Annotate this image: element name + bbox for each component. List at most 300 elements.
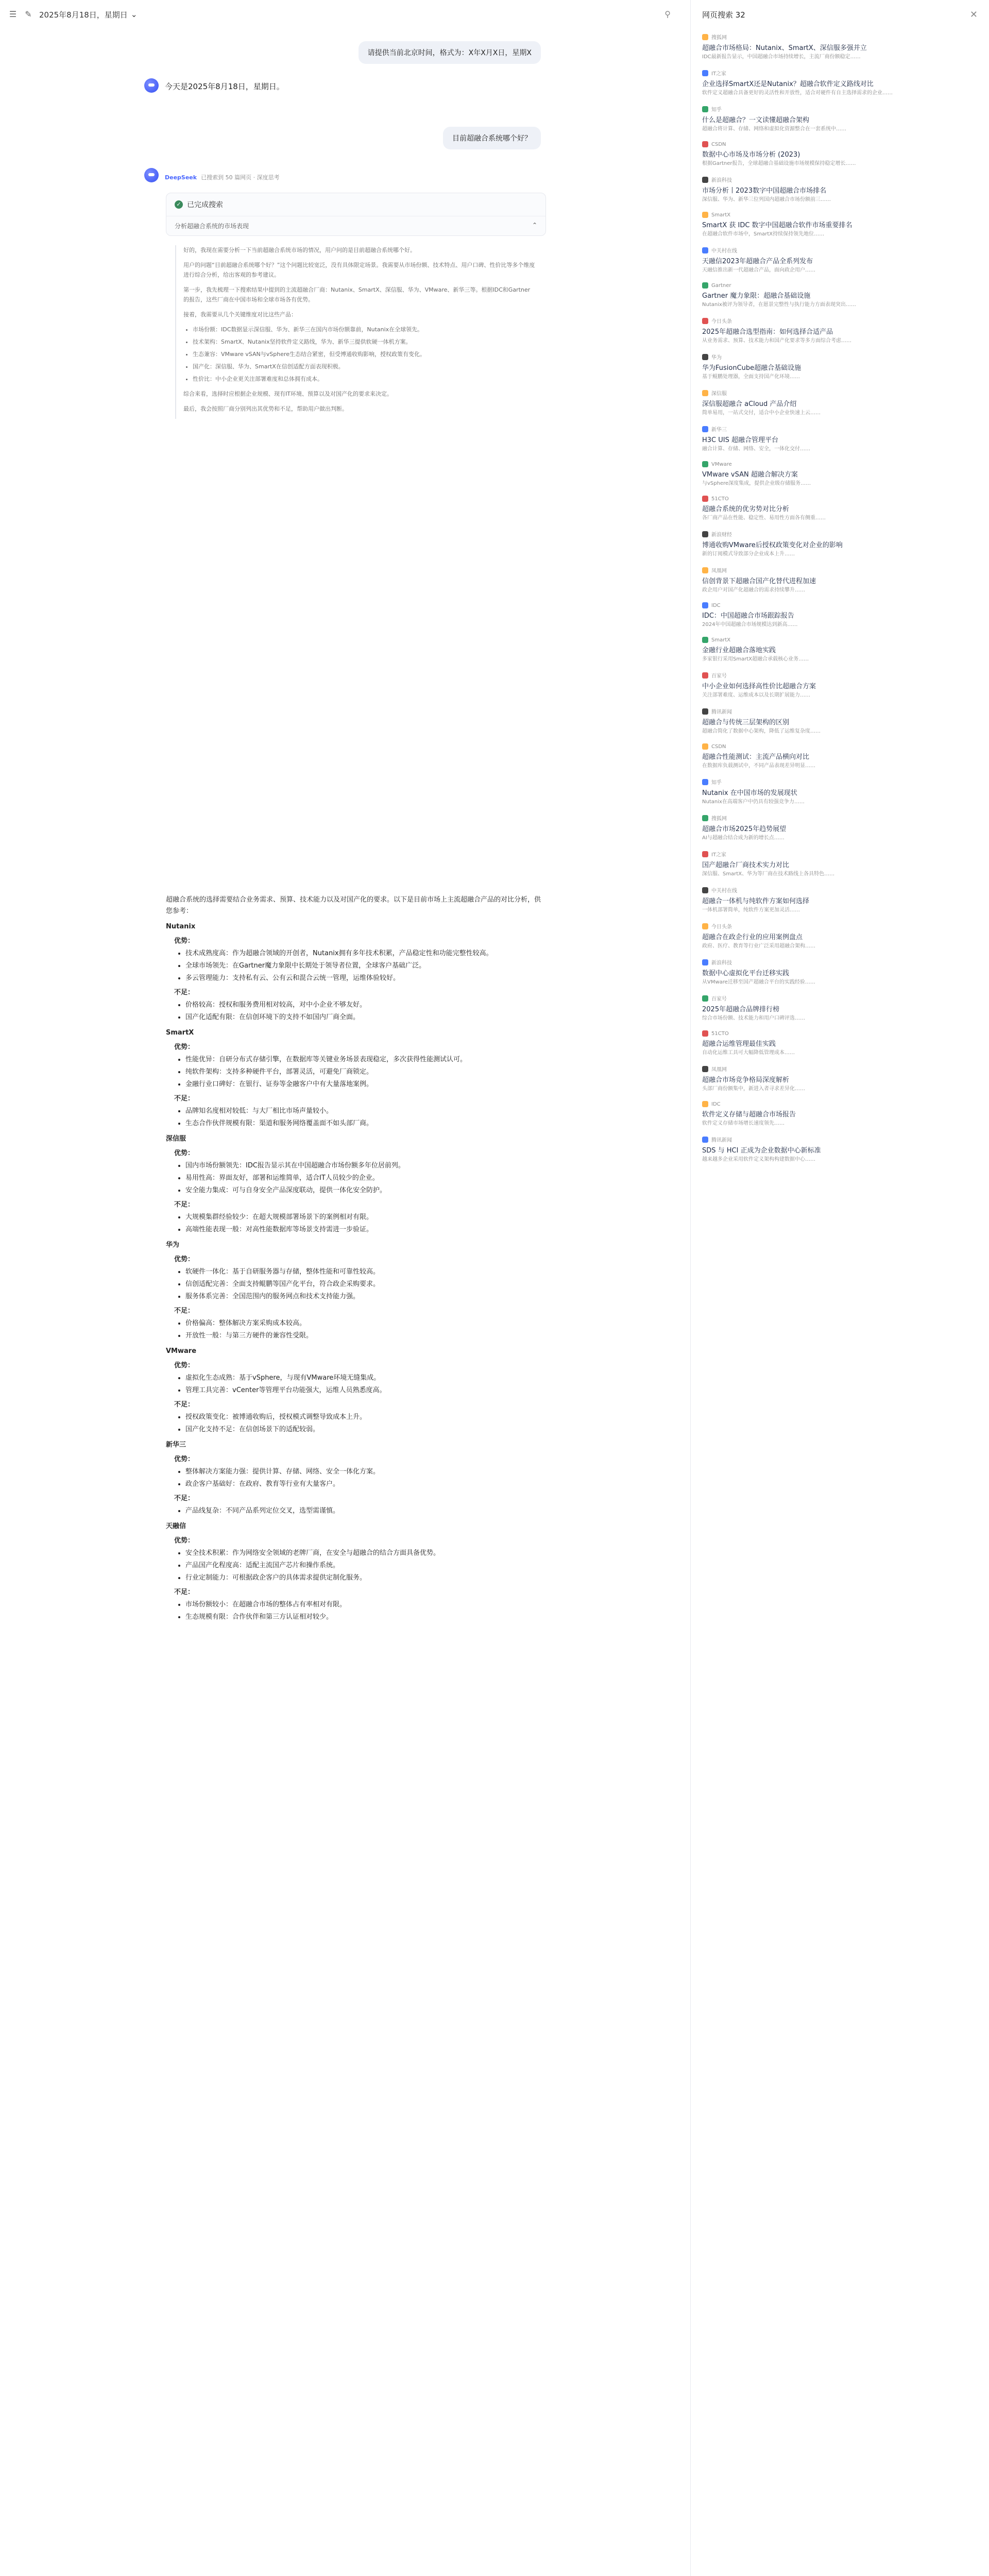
model-name: DeepSeek — [165, 174, 197, 181]
site-favicon-icon — [702, 567, 708, 573]
source-meta — [702, 176, 978, 183]
source-item[interactable] — [702, 1030, 978, 1057]
vendor-pros-section — [174, 1454, 546, 1490]
source-meta — [702, 1101, 978, 1107]
vendor-pros-list — [185, 1372, 546, 1396]
site-favicon-icon — [702, 496, 708, 502]
source-item[interactable] — [702, 282, 978, 309]
source-meta — [702, 922, 978, 930]
source-site: 新浪财经 — [711, 532, 732, 538]
source-meta — [702, 671, 978, 679]
source-item[interactable] — [702, 425, 978, 453]
source-title[interactable]: 中小企业如何选择高性价比超融合方案 — [702, 683, 816, 690]
vendor-cons-list — [185, 1505, 546, 1517]
source-item[interactable] — [702, 1136, 978, 1163]
user-message-2 — [443, 127, 541, 149]
site-favicon-icon — [702, 708, 708, 715]
source-site: 51CTO — [711, 1030, 729, 1037]
source-meta — [702, 637, 978, 643]
vendor-cons-section — [174, 1306, 546, 1342]
source-item[interactable] — [702, 105, 978, 133]
source-snippet: 新的订阅模式导致部分企业成本上升…… — [702, 551, 795, 557]
source-item[interactable] — [702, 176, 978, 204]
vendor-cons-list — [185, 1412, 546, 1435]
pin-icon[interactable]: ⚲ — [664, 9, 671, 19]
vendor-pros-item: • 信创适配完善：全面支持鲲鹏等国产化平台，符合政企采购要求。 — [185, 1279, 546, 1290]
think-paragraph: 第一步，我先梳理一下搜索结果中提到的主流超融合厂商：Nutanix、SmartX、深信服、华为、VMware、新华三等。根据IDC和Gartner的报告，这些厂商在中国市场和全球市场各有优势。 — [183, 286, 531, 303]
source-site: 新浪科技 — [711, 960, 732, 966]
source-title[interactable]: VMware vSAN 超融合解决方案 — [702, 471, 798, 479]
source-site: SmartX — [711, 212, 731, 218]
source-snippet: IDC最新报告显示，中国超融合市场持续增长，主流厂商份额稳定…… — [702, 54, 861, 60]
source-meta — [702, 994, 978, 1002]
source-item[interactable] — [702, 922, 978, 950]
source-site: 百家号 — [711, 996, 727, 1002]
source-meta — [702, 69, 978, 77]
site-favicon-icon — [702, 212, 708, 218]
vendor-cons-section — [174, 1093, 546, 1129]
site-favicon-icon — [702, 106, 708, 112]
site-favicon-icon — [702, 1030, 708, 1037]
vendor-cons-list — [185, 1318, 546, 1342]
assistant-message-1 — [144, 78, 546, 93]
think-list-item: • 国产化：深信服、华为、SmartX在信创适配方面表现积极。 — [193, 362, 536, 371]
source-snippet: 软件定义超融合具备更好的灵活性和开放性，适合对硬件有自主选择需求的企业…… — [702, 90, 893, 96]
user-message-text: 请提供当前北京时间，格式为：X年X月X日，星期X — [367, 49, 532, 57]
source-title[interactable]: 超融合市场竞争格局深度解析 — [702, 1076, 790, 1084]
site-favicon-icon — [702, 602, 708, 608]
source-title[interactable]: 超融合与传统三层架构的区别 — [702, 719, 790, 726]
think-list-item: • 生态兼容：VMware vSAN与vSphere生态结合紧密，但受博通收购影响，授权政策有变化。 — [193, 349, 536, 359]
vendor-pros-item: • 管理工具完善：vCenter等管理平台功能强大，运维人员熟悉度高。 — [185, 1385, 546, 1396]
vendor-pros-item: • 多云管理能力：支持私有云、公有云和混合云统一管理，运维体验较好。 — [185, 973, 546, 984]
source-item[interactable] — [702, 353, 978, 381]
vendor-cons-label: 不足： — [174, 1307, 195, 1315]
site-favicon-icon — [702, 1137, 708, 1143]
check-icon: ✓ — [175, 200, 183, 209]
source-site: SmartX — [711, 637, 731, 643]
source-item[interactable] — [702, 389, 978, 417]
source-item[interactable] — [702, 496, 978, 522]
source-snippet: Nutanix在高端客户中仍具有较强竞争力…… — [702, 799, 805, 805]
source-site: 百家号 — [711, 673, 727, 679]
source-item[interactable] — [702, 246, 978, 274]
vendor-pros-item: • 国内市场份额领先：IDC报告显示其在中国超融合市场份额多年位居前列。 — [185, 1160, 546, 1172]
think-paragraph: 最后，我会按照厂商分别列出其优势和不足，帮助用户做出判断。 — [183, 405, 348, 412]
vendor-cons-section — [174, 1587, 546, 1623]
source-title[interactable]: 数据中心虚拟化平台迁移实践 — [702, 970, 790, 977]
source-title[interactable]: 超融合在政企行业的应用案例盘点 — [702, 934, 803, 941]
think-paragraph: 用户的问题“目前超融合系统哪个好？”这个问题比较宽泛，没有具体限定场景。我需要从市场份额、技术特点、用户口碑、性价比等多个维度进行综合分析，给出客观的参考建议。 — [183, 262, 535, 278]
source-title[interactable]: IDC：中国超融合市场跟踪报告 — [702, 612, 794, 620]
think-list-item: • 性价比：中小企业更关注部署难度和总体拥有成本。 — [193, 374, 536, 384]
source-meta — [702, 850, 978, 858]
source-snippet: AI与超融合结合成为新的增长点…… — [702, 835, 785, 841]
source-site: 凤凰网 — [711, 1067, 727, 1073]
source-site: Gartner — [711, 282, 731, 289]
source-meta — [702, 425, 978, 433]
source-site: 腾讯新闻 — [711, 709, 732, 715]
vendor-pros-item: • 政企客户基础好：在政府、教育等行业有大量客户。 — [185, 1479, 546, 1490]
source-snippet: 关注部署难度、运维成本以及长期扩展能力…… — [702, 692, 810, 698]
source-snippet: 软件定义存储市场增长速度领先…… — [702, 1121, 785, 1126]
source-site: 51CTO — [711, 496, 729, 502]
source-title[interactable]: 天融信2023年超融合产品全系列发布 — [702, 258, 813, 265]
vendor-cons-label: 不足： — [174, 1095, 195, 1103]
source-snippet: 超融合将计算、存储、网络和虚拟化资源整合在一套系统中…… — [702, 126, 846, 132]
source-item[interactable] — [702, 461, 978, 487]
vendor-cons-label: 不足： — [174, 1401, 195, 1409]
source-title[interactable]: 企业选择SmartX还是Nutanix？超融合软件定义路线对比 — [702, 80, 874, 88]
vendor-pros-list — [185, 1054, 546, 1090]
vendor-heading: 深信服 — [166, 1135, 186, 1143]
site-favicon-icon — [702, 531, 708, 537]
source-title[interactable]: 市场分析丨2023数字中国超融合市场排名 — [702, 187, 827, 195]
source-title[interactable]: 什么是超融合？一文读懂超融合架构 — [702, 116, 810, 124]
source-meta — [702, 317, 978, 325]
think-paragraph: 好的，我现在需要分析一下当前超融合系统市场的情况，用户问的是目前超融合系统哪个好。 — [183, 247, 416, 253]
meta-sub: 已搜索到 50 篇网页 · 深度思考 — [201, 174, 280, 181]
vendor-heading: 天融信 — [166, 1522, 186, 1530]
source-site: IDC — [711, 602, 721, 608]
vendor-pros-item: • 纯软件架构：支持多种硬件平台，部署灵活，可避免厂商锁定。 — [185, 1066, 546, 1078]
vendor-cons-section — [174, 1199, 546, 1235]
source-meta — [702, 105, 978, 113]
source-item[interactable] — [702, 671, 978, 699]
vendor-pros-item: • 产品国产化程度高：适配主流国产芯片和操作系统。 — [185, 1560, 546, 1571]
source-meta — [702, 814, 978, 822]
site-favicon-icon — [702, 426, 708, 432]
vendor-pros-label: 优势： — [174, 1256, 195, 1263]
source-meta — [702, 602, 978, 608]
source-site: CSDN — [711, 743, 726, 750]
vendor-cons-item: • 市场份额较小：在超融合市场的整体占有率相对有限。 — [185, 1599, 546, 1611]
source-title[interactable]: 华为FusionCube超融合基础设施 — [702, 364, 802, 372]
vendor-pros-list — [185, 948, 546, 984]
vendor-heading: Nutanix — [166, 923, 196, 930]
site-favicon-icon — [702, 282, 708, 289]
source-snippet: 深信服、SmartX、华为等厂商在技术路线上各具特色…… — [702, 871, 835, 877]
site-favicon-icon — [702, 672, 708, 679]
vendor-pros-item: • 整体解决方案能力强：提供计算、存储、网络、安全一体化方案。 — [185, 1466, 546, 1478]
sidebar-icon[interactable]: ☰ — [9, 9, 17, 19]
vendor-cons-item: • 生态合作伙伴规模有限：渠道和服务网络覆盖面不如头部厂商。 — [185, 1118, 546, 1129]
vendor-pros-item: • 金融行业口碑好：在银行、证券等金融客户中有大量落地案例。 — [185, 1079, 546, 1090]
user-message-text: 目前超融合系统哪个好？ — [452, 134, 532, 143]
source-title[interactable]: 国产超融合厂商技术实力对比 — [702, 861, 790, 869]
source-meta — [702, 389, 978, 397]
think-paragraph: 综合来看，选择时应根据企业规模、现有IT环境、预算以及对国产化的要求来决定。 — [183, 391, 393, 397]
source-item[interactable] — [702, 1065, 978, 1093]
site-favicon-icon — [702, 247, 708, 253]
site-favicon-icon — [702, 995, 708, 1002]
source-site: 新华三 — [711, 427, 727, 433]
source-title[interactable]: SDS 与 HCI 正成为企业数据中心新标准 — [702, 1147, 821, 1155]
source-snippet: 基于鲲鹏处理器，全面支持国产化环境…… — [702, 374, 800, 380]
source-title[interactable]: 超融合性能测试：主流产品横向对比 — [702, 753, 810, 761]
source-snippet: 自动化运维工具可大幅降低管理成本…… — [702, 1050, 795, 1056]
site-favicon-icon — [702, 959, 708, 965]
assistant-avatar — [144, 168, 159, 182]
source-meta — [702, 496, 978, 502]
source-meta — [702, 1136, 978, 1143]
close-icon[interactable]: ✕ — [969, 9, 978, 20]
site-favicon-icon — [702, 851, 708, 857]
source-site: 中关村在线 — [711, 248, 737, 254]
source-title[interactable]: 信创背景下超融合国产化替代进程加速 — [702, 578, 816, 585]
source-title[interactable]: 深信服超融合 aCloud 产品介绍 — [702, 400, 797, 408]
source-meta — [702, 958, 978, 966]
source-site: CSDN — [711, 141, 726, 147]
search-header-text: 已完成搜索 — [187, 201, 223, 209]
think-list-item: • 市场份额：IDC数据显示深信服、华为、新华三在国内市场份额靠前，Nutanix在全球领先。 — [193, 325, 536, 334]
chat-area — [0, 29, 690, 2576]
vendor-cons-item: • 国产化支持不足：在信创场景下的适配较弱。 — [185, 1424, 546, 1435]
thinking-section — [175, 245, 536, 419]
source-meta — [702, 566, 978, 574]
vendor-pros-item: • 易用性高：界面友好，部署和运维简单，适合IT人员较少的企业。 — [185, 1173, 546, 1184]
sources-panel — [690, 0, 989, 2576]
source-item[interactable] — [702, 141, 978, 167]
source-snippet: 从业务需求、预算、技术能力和国产化要求等多方面综合考虑…… — [702, 338, 851, 344]
vendor-cons-label: 不足： — [174, 1588, 195, 1596]
site-favicon-icon — [702, 743, 708, 750]
source-snippet: 天融信推出新一代超融合产品，面向政企用户…… — [702, 267, 815, 273]
source-title[interactable]: 博通收购VMware后授权政策变化对企业的影响 — [702, 541, 843, 549]
source-item[interactable] — [702, 566, 978, 594]
source-snippet: 2024年中国超融合市场规模达到新高…… — [702, 622, 798, 628]
source-site: 新浪科技 — [711, 178, 732, 183]
source-title[interactable]: 超融合市场格局：Nutanix、SmartX、深信服多强并立 — [702, 44, 867, 52]
source-item[interactable] — [702, 886, 978, 914]
sources-panel-header — [691, 0, 989, 29]
site-favicon-icon — [702, 779, 708, 785]
source-title[interactable]: 2025年超融合品牌排行榜 — [702, 1006, 780, 1013]
source-site: VMware — [711, 461, 732, 467]
vendor-pros-list — [185, 1266, 546, 1302]
source-title[interactable]: Gartner 魔力象限：超融合基础设施 — [702, 292, 811, 300]
source-item[interactable] — [702, 707, 978, 735]
site-favicon-icon — [702, 923, 708, 929]
assistant-avatar — [144, 78, 159, 93]
vendor-cons-list — [185, 1106, 546, 1129]
vendor-cons-list — [185, 1599, 546, 1623]
source-snippet: 在超融合软件市场中，SmartX持续保持领先地位…… — [702, 231, 825, 237]
source-item[interactable] — [702, 33, 978, 61]
sources-title: 网页搜索 32 — [702, 10, 745, 20]
vendor-pros-item: • 安全技术积累：作为网络安全领域的老牌厂商，在安全与超融合的结合方面具备优势。 — [185, 1548, 546, 1559]
source-snippet: 一体机部署简单，纯软件方案更加灵活…… — [702, 907, 800, 913]
vendor-pros-section — [174, 1042, 546, 1090]
source-site: 知乎 — [711, 107, 722, 113]
source-item[interactable] — [702, 743, 978, 770]
vendor-pros-item: • 性能优异：自研分布式存储引擎，在数据库等关键业务场景表现稳定，多次获得性能测试认可。 — [185, 1054, 546, 1065]
source-site: 知乎 — [711, 780, 722, 786]
source-meta — [702, 530, 978, 538]
source-snippet: 综合市场份额、技术能力和用户口碑评选…… — [702, 1015, 805, 1021]
vendor-pros-label: 优势： — [174, 937, 195, 945]
source-list — [702, 33, 978, 1172]
vendor-pros-item: • 软硬件一体化：基于自研服务器与存储，整体性能和可靠性较高。 — [185, 1266, 546, 1278]
vendor-cons-label: 不足： — [174, 1201, 195, 1209]
answer-body — [166, 894, 546, 1626]
source-snippet: 超融合简化了数据中心架构，降低了运维复杂度…… — [702, 728, 821, 734]
vendor-pros-section — [174, 936, 546, 984]
vendor-pros-section — [174, 1148, 546, 1196]
site-favicon-icon — [702, 354, 708, 360]
vendor-pros-label: 优势： — [174, 1455, 195, 1463]
source-meta — [702, 33, 978, 41]
vendor-cons-item: • 品牌知名度相对较低：与大厂相比市场声量较小。 — [185, 1106, 546, 1117]
vendor-cons-item: • 开放性一般：与第三方硬件的兼容性受限。 — [185, 1330, 546, 1342]
vendor-pros-item: • 安全能力集成：可与自身安全产品深度联动，提供一体化安全防护。 — [185, 1185, 546, 1196]
source-meta — [702, 353, 978, 361]
search-card-sub[interactable] — [166, 216, 545, 235]
source-title[interactable]: 超融合运维管理最佳实践 — [702, 1040, 776, 1048]
vendor-list — [166, 921, 546, 1623]
vendor-cons-item: • 产品线复杂：不同产品系列定位交叉，选型需谨慎。 — [185, 1505, 546, 1517]
source-snippet: 根据Gartner报告，全球超融合基础设施市场规模保持稳定增长…… — [702, 161, 856, 166]
vendor-cons-item: • 国产化适配有限：在信创环境下的支持不如国内厂商全面。 — [185, 1012, 546, 1023]
source-title[interactable]: 软件定义存储与超融合市场报告 — [702, 1111, 796, 1118]
new-chat-icon[interactable]: ✎ — [25, 9, 32, 19]
source-title[interactable]: 金融行业超融合落地实践 — [702, 647, 776, 654]
vendor-cons-item: • 生态规模有限：合作伙伴和第三方认证相对较少。 — [185, 1612, 546, 1623]
vendor-cons-list — [185, 999, 546, 1023]
vendor-pros-label: 优势： — [174, 1537, 195, 1545]
source-snippet: 从VMware迁移至国产超融合平台的实践经验…… — [702, 979, 815, 985]
vendor-pros-label: 优势： — [174, 1043, 195, 1051]
source-meta — [702, 461, 978, 467]
source-snippet: Nutanix被评为领导者，在愿景完整性与执行能力方面表现突出…… — [702, 302, 856, 308]
vendor-heading: 华为 — [166, 1241, 180, 1249]
source-item[interactable] — [702, 69, 978, 97]
site-favicon-icon — [702, 887, 708, 893]
source-item[interactable] — [702, 212, 978, 238]
source-title[interactable]: 超融合市场2025年趋势展望 — [702, 825, 787, 833]
source-site: 华为 — [711, 355, 722, 361]
source-site: 凤凰网 — [711, 568, 727, 574]
site-favicon-icon — [702, 177, 708, 183]
site-favicon-icon — [702, 70, 708, 76]
source-site: 今日头条 — [711, 319, 732, 325]
vendor-pros-section — [174, 1535, 546, 1584]
source-meta — [702, 282, 978, 289]
source-site: 中关村在线 — [711, 888, 737, 894]
think-list-item: • 技术架构：SmartX、Nutanix坚持软件定义路线，华为、新华三提供软硬一体机方案。 — [193, 337, 536, 347]
chat-title-text: 2025年8月18日，星期日 — [39, 10, 128, 20]
vendor-cons-label: 不足： — [174, 1495, 195, 1502]
source-site: 今日头条 — [711, 924, 732, 930]
vendor-pros-list — [185, 1548, 546, 1584]
source-site: IT之家 — [711, 852, 727, 858]
source-title[interactable]: 数据中心市场及市场分析 (2023) — [702, 151, 800, 159]
chevron-down-icon: ⌄ — [130, 10, 138, 19]
vendor-cons-section — [174, 987, 546, 1023]
source-item[interactable] — [702, 814, 978, 842]
source-site: 搜狐网 — [711, 816, 727, 822]
answer-intro: 超融合系统的选择需要结合业务需求、预算、技术能力以及对国产化的要求。以下是目前市场上主流超融合产品的对比分析，供您参考： — [166, 896, 541, 915]
vendor-cons-item: • 价格偏高：整体解决方案采购成本较高。 — [185, 1318, 546, 1329]
vendor-pros-item: • 服务体系完善：全国范围内的服务网点和技术支持能力强。 — [185, 1291, 546, 1302]
source-item[interactable] — [702, 958, 978, 986]
site-favicon-icon — [702, 141, 708, 147]
source-snippet: 多家银行采用SmartX超融合承载核心业务…… — [702, 656, 809, 662]
source-site: 深信服 — [711, 391, 727, 397]
vendor-heading: SmartX — [166, 1029, 194, 1037]
vendor-cons-section — [174, 1399, 546, 1435]
source-item[interactable] — [702, 850, 978, 878]
source-title[interactable]: 2025年超融合选型指南：如何选择合适产品 — [702, 328, 833, 336]
vendor-pros-item: • 全球市场领先：在Gartner魔力象限中长期处于领导者位置，全球客户基础广泛。 — [185, 960, 546, 972]
vendor-pros-item: • 虚拟化生态成熟：基于vSphere，与现有VMware环境无缝集成。 — [185, 1372, 546, 1384]
source-meta — [702, 778, 978, 786]
site-favicon-icon — [702, 34, 708, 40]
source-title[interactable]: 超融合一体机与纯软件方案如何选择 — [702, 897, 810, 905]
source-title[interactable]: SmartX 获 IDC 数字中国超融合软件市场重要排名 — [702, 222, 852, 229]
source-snippet: 越来越多企业采用软件定义架构构建数据中心…… — [702, 1157, 815, 1162]
think-paragraph: 接着，我需要从几个关键维度对比这些产品： — [183, 311, 297, 318]
site-favicon-icon — [702, 1101, 708, 1107]
site-favicon-icon — [702, 1066, 708, 1072]
vendor-pros-label: 优势： — [174, 1149, 195, 1157]
source-site: IT之家 — [711, 71, 727, 77]
assistant-message-text: 今天是2025年8月18日，星期日。 — [165, 82, 284, 91]
vendor-cons-list — [185, 1212, 546, 1235]
source-meta — [702, 246, 978, 254]
source-item[interactable] — [702, 317, 978, 345]
source-snippet: 深信服、华为、新华三位列国内超融合市场份额前三…… — [702, 197, 831, 202]
vendor-cons-section — [174, 1493, 546, 1517]
source-meta — [702, 1030, 978, 1037]
search-status-card[interactable] — [166, 193, 546, 236]
source-snippet: 与vSphere深度集成，提供企业级存储服务…… — [702, 481, 811, 486]
site-favicon-icon — [702, 318, 708, 324]
search-card-header[interactable] — [166, 193, 545, 216]
source-snippet: 在数据库负载测试中，不同产品表现差异明显…… — [702, 763, 815, 769]
source-item[interactable] — [702, 602, 978, 629]
vendor-pros-item: • 技术成熟度高：作为超融合领域的开创者，Nutanix拥有多年技术积累，产品稳定性和功能完整性较高。 — [185, 948, 546, 959]
source-title[interactable]: H3C UIS 超融合管理平台 — [702, 436, 778, 444]
source-item[interactable] — [702, 994, 978, 1022]
vendor-heading: VMware — [166, 1347, 197, 1355]
source-meta — [702, 212, 978, 218]
vendor-pros-list — [185, 1466, 546, 1490]
source-item[interactable] — [702, 637, 978, 663]
source-item[interactable] — [702, 530, 978, 558]
vendor-cons-item: • 高端性能表现一般：对高性能数据库等场景支持需进一步验证。 — [185, 1224, 546, 1235]
source-snippet: 政企用户对国产化超融合的需求持续攀升…… — [702, 587, 805, 593]
site-favicon-icon — [702, 637, 708, 643]
chat-title[interactable] — [39, 9, 137, 20]
user-message-1 — [359, 41, 541, 64]
source-item[interactable] — [702, 1101, 978, 1127]
source-title[interactable]: Nutanix 在中国市场的发展现状 — [702, 789, 797, 797]
source-title[interactable]: 超融合系统的优劣势对比分析 — [702, 505, 790, 513]
source-snippet: 政府、医疗、教育等行业广泛采用超融合架构…… — [702, 943, 815, 949]
source-site: IDC — [711, 1101, 721, 1107]
source-meta — [702, 743, 978, 750]
source-item[interactable] — [702, 778, 978, 806]
assistant-message-2 — [144, 168, 546, 182]
source-meta — [702, 707, 978, 715]
vendor-cons-item: • 价格较高：授权和服务费用相对较高，对中小企业不够友好。 — [185, 999, 546, 1011]
chevron-up-icon: ⌃ — [532, 222, 537, 229]
vendor-pros-label: 优势： — [174, 1362, 195, 1369]
source-meta — [702, 886, 978, 894]
vendor-cons-label: 不足： — [174, 989, 195, 996]
source-snippet: 融合计算、存储、网络、安全，一体化交付…… — [702, 446, 810, 452]
